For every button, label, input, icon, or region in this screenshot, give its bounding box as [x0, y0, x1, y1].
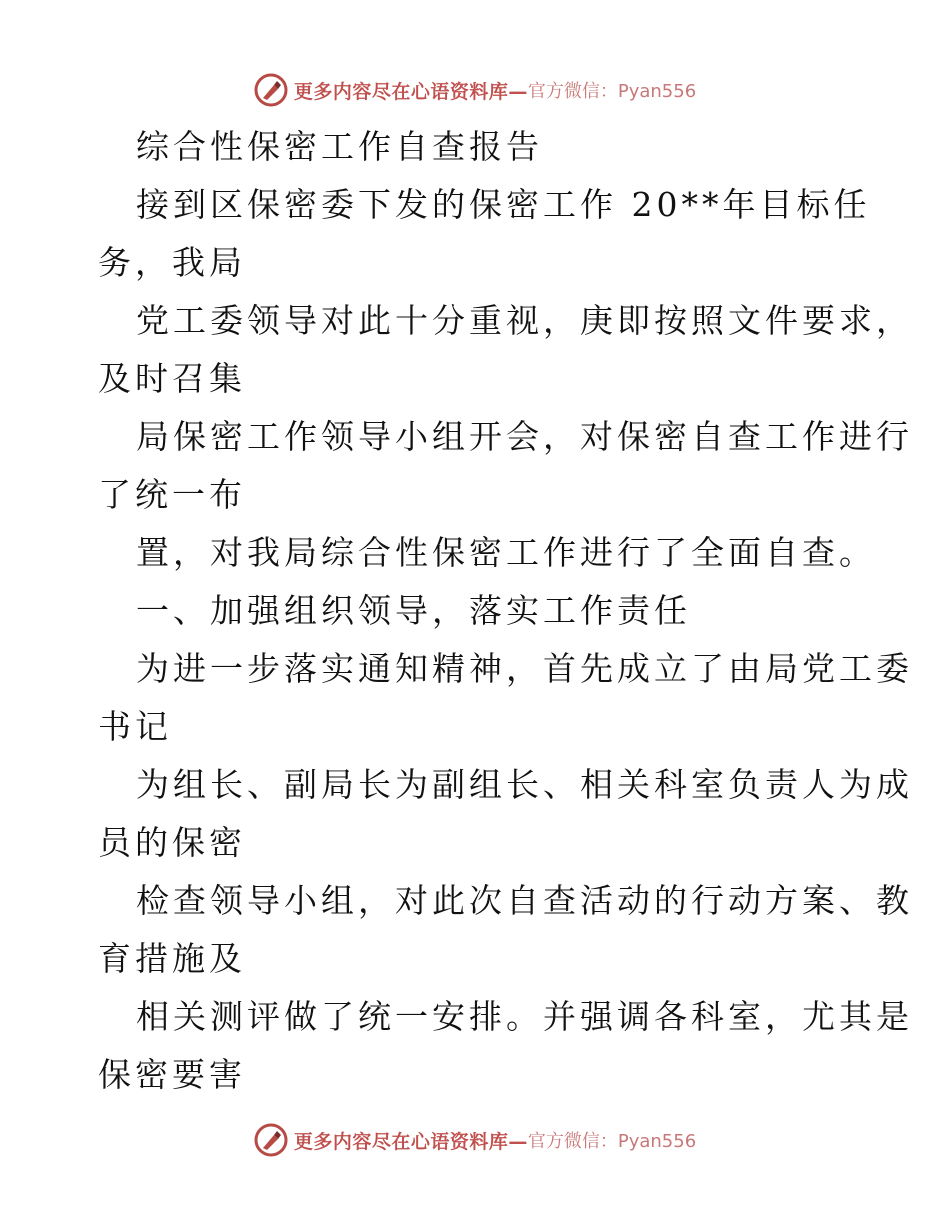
text-line: 接到区保密委下发的保密工作 20**年目标任 [136, 185, 871, 224]
text-line: 为组长、副局长为副组长、相关科室负责人为成 [136, 765, 913, 804]
watermark-text: 更多内容尽在心语资料库— [293, 80, 528, 103]
footer-watermark [0, 1120, 950, 1160]
text-line: 综合性保密工作自查报告 [136, 127, 543, 166]
watermark-wechat: 官方微信：Pyan556 [527, 81, 697, 102]
text-line: 党工委领导对此十分重视，庚即按照文件要求， [136, 301, 913, 340]
text-line: 及时召集 [98, 359, 246, 398]
text-line: 检查领导小组，对此次自查活动的行动方案、教 [136, 881, 913, 920]
document-body [98, 118, 913, 1104]
text-line: 一、加强组织领导，落实工作责任 [136, 591, 691, 630]
text-line: 育措施及 [98, 939, 246, 978]
header-watermark [0, 70, 950, 110]
text-line: 员的保密 [98, 823, 246, 862]
pen-nib-icon [254, 1123, 288, 1157]
text-line: 为进一步落实通知精神，首先成立了由局党工委 [136, 649, 913, 688]
text-line: 了统一布 [98, 475, 246, 514]
text-line: 书记 [98, 707, 172, 746]
text-line: 保密要害 [98, 1055, 246, 1094]
text-line: 置，对我局综合性保密工作进行了全面自查。 [136, 533, 876, 572]
text-line: 局保密工作领导小组开会，对保密自查工作进行 [136, 417, 913, 456]
text-line: 务，我局 [98, 243, 246, 282]
watermark-wechat: 官方微信：Pyan556 [527, 1131, 697, 1152]
watermark-text: 更多内容尽在心语资料库— [293, 1130, 528, 1153]
pen-nib-icon [254, 73, 288, 107]
text-line: 相关测评做了统一安排。并强调各科室，尤其是 [136, 997, 913, 1036]
